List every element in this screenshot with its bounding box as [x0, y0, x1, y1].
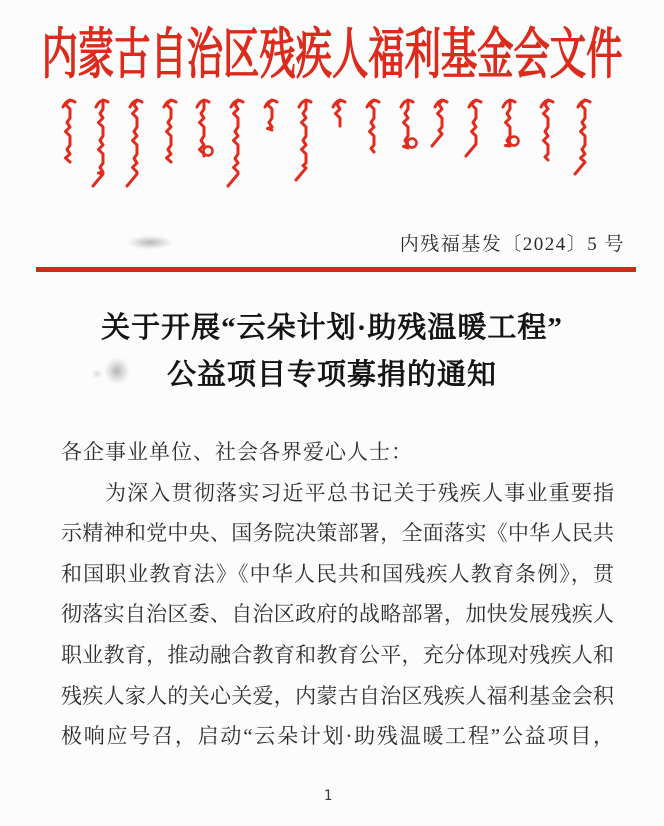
body-line: 职业教育，推动融合教育和教育公平，充分体现对残疾人和 [61, 642, 614, 667]
body-text-block [61, 432, 614, 757]
red-divider-rule [36, 267, 636, 272]
page-number: 1 [323, 788, 333, 804]
salutation-line: 各企事业单位、社会各界爱心人士： [61, 440, 413, 464]
notice-title-line1: 关于开展“云朵计划·助残温暖工程” [101, 312, 563, 344]
notice-title-line2: 公益项目专项募捐的通知 [166, 359, 497, 391]
mongolian-script [0, 96, 664, 198]
body-line: 为深入贯彻落实习近平总书记关于残疾人事业重要指 [105, 480, 614, 505]
body-line: 和国职业教育法》《中华人民共和国残疾人教育条例》，贯 [61, 561, 614, 586]
scan-smudge [92, 370, 102, 378]
body-line: 示精神和党中央、国务院决策部署，全面落实《中华人民共 [61, 521, 614, 546]
body-line: 极响应号召，启动“云朵计划·助残温暖工程”公益项目， [61, 724, 614, 749]
org-header-title: 内蒙古自治区残疾人福利基金会文件 [41, 24, 623, 85]
body-line: 彻落实自治区委、自治区政府的战略部署，加快发展残疾人 [61, 602, 614, 627]
body-line: 残疾人家人的关心关爱，内蒙古自治区残疾人福利基金会积 [61, 683, 614, 708]
scan-smudge [105, 358, 129, 384]
scan-smudge [128, 236, 172, 249]
document-number: 内残福基发〔2024〕5 号 [399, 234, 625, 255]
